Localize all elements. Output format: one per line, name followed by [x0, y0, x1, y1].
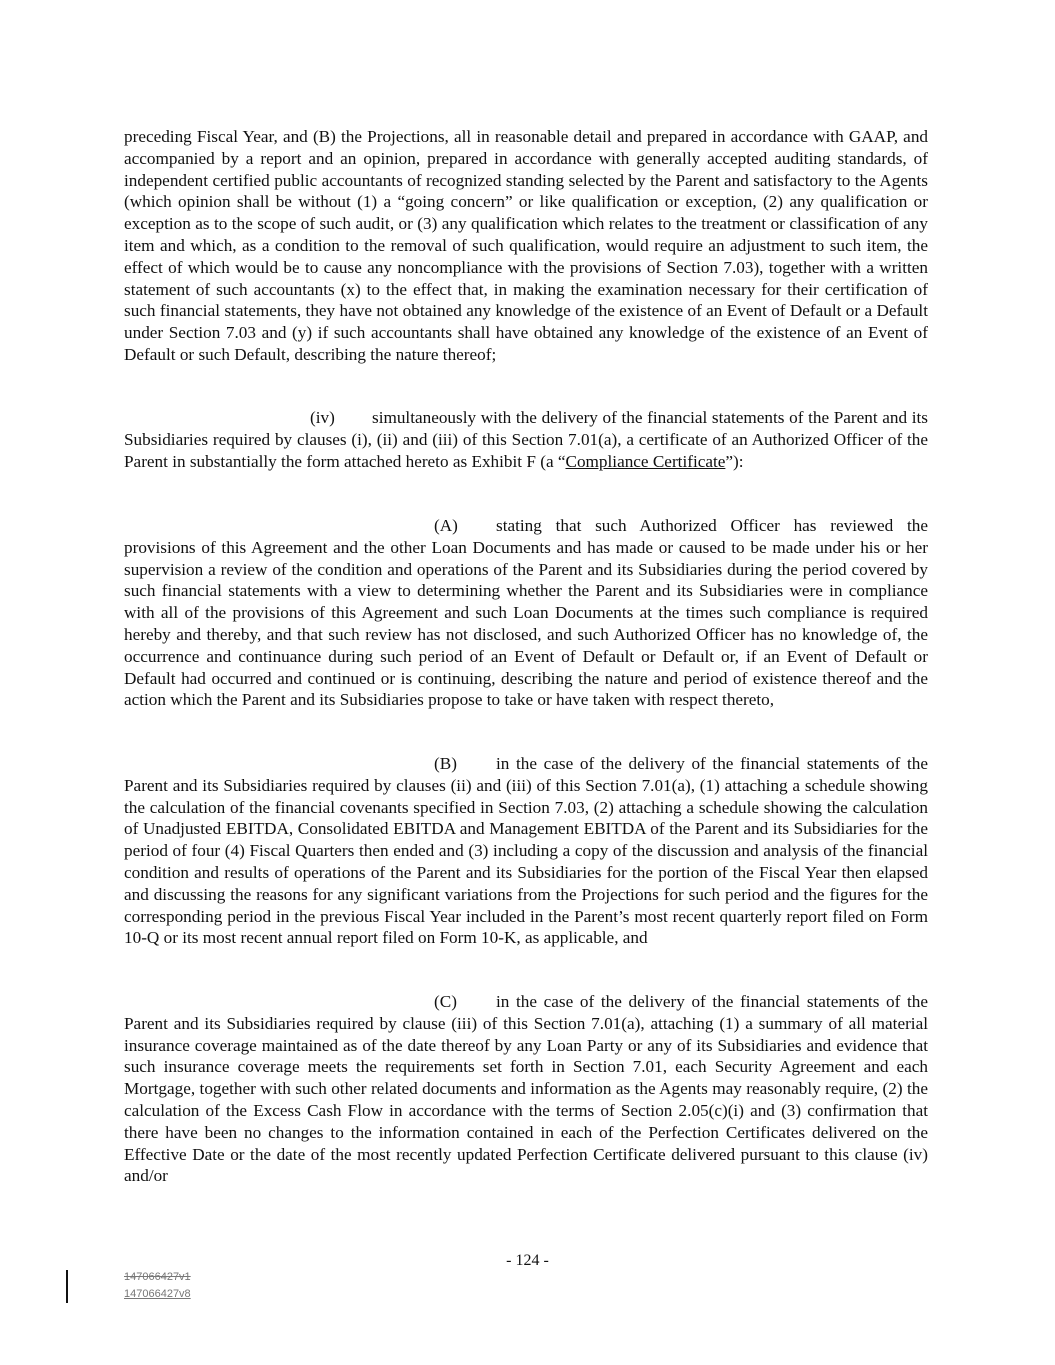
subclause-a-text: stating that such Authorized Officer has reviewed the provisions of this Agreement and the other Loan Documents and has made or caused to be made under his or her supervision a review of the condition and operations of the Parent and its Subsidiaries during the period covered by such financial statements with a view to determining whether the Parent and its Subsidiaries were in compliance with all of the provisions of this Agreement and such Loan Documents at the times such compliance is required hereby and thereby, and that such review has not disclosed, and such Authorized Officer has no knowledge of, the occurrence and continuance during such period of an Event of Default or Default or, if an Event of Default or Default had occurred and continued or is continuing, describing the nature and period of existence thereof and the action which the Parent and its Subsidiaries propose to take or have taken with respect thereto, [124, 516, 928, 710]
clause-iv-end: ”): [725, 451, 744, 471]
doc-id-old: 147066427v1 [124, 1271, 191, 1283]
subclause-b-text: in the case of the delivery of the financial statements of the Parent and its Subsidiaries required by clauses (ii) and (iii) of this Section 7.01(a), (1) attaching a schedule showing the calculation of the financial covenants specified in Section 7.03, (2) attaching a schedule showing the calculation of Unadjusted EBITDA, Consolidated EBITDA and Management EBITDA of the Parent and its Subsidiaries for the period of four (4) Fiscal Quarters then ended and (3) including a copy of the discussion and analysis of the financial condition and results of operations of the Parent and its Subsidiaries for the portion of the Fiscal Year then elapsed and discussing the reasons for any significant variations from the Projections for such period and the figures for the corresponding period in the previous Fiscal Year included in the Parent’s most recent quarterly report filed on Form 10-Q or its most recent annual report filed on Form 10-K, as applicable, and [124, 754, 928, 948]
doc-id-new: 147066427v8 [124, 1288, 191, 1300]
subclause-c-text: in the case of the delivery of the financial statements of the Parent and its Subsidiaries required by clause (iii) of this Section 7.01(a), attaching (1) a summary of all material insurance coverage maintained as of the date thereof by any Loan Party or any of its Subsidiaries and evidence that such insurance coverage meets the requirements set forth in Section 7.01, each Security Agreement and each Mortgage, together with such other related documents and information as the Agents may reasonably require, (2) the calculation of the Excess Cash Flow in accordance with the terms of Section 2.05(c)(i) and (3) confirmation that there have been no changes to the information contained in each of the Perfection Certificates delivered on the Effective Date or the date of the most recently updated Perfection Certificate delivered pursuant to this clause (iv) and/or [124, 992, 928, 1186]
paragraph-subclause-b [124, 753, 928, 949]
paragraph-subclause-a [124, 515, 928, 711]
paragraph-audit-opinion: preceding Fiscal Year, and (B) the Projections, all in reasonable detail and prepared in accordance with GAAP, and accompanied by a report and an opinion, prepared in accordance with generally accepted auditing standards, of independent certified public accountants of recognized standing selected by the Parent and satisfactory to the Agents (which opinion shall be without (1) a “going concern” or like qualification or exception, (2) any qualification or exception as to the scope of such audit, or (3) any qualification which relates to the treatment or classification of any item and which, as a condition to the removal of such qualification, would require an adjustment to such item, the effect of which would be to cause any noncompliance with the provisions of Section 7.03), together with a written statement of such accountants (x) to the effect that, in making the examination necessary for their certification of such financial statements, they have not obtained any knowledge of the existence of an Event of Default or a Default under Section 7.03 and (y) if such accountants shall have obtained any knowledge of the existence of an Event of Default or such Default, describing the nature thereof; [124, 127, 928, 364]
clause-marker-c: (C) [434, 992, 457, 1011]
clause-marker-b: (B) [434, 754, 457, 773]
clause-marker-iv: (iv) [310, 408, 335, 427]
page-number: - 124 - [506, 1252, 549, 1269]
revision-bar [66, 1270, 68, 1303]
clause-iv-text: simultaneously with the delivery of the financial statements of the Parent and its Subsidiaries required by clauses (i), (ii) and (iii) of this Section 7.01(a), a certificate of an Authorized Officer of the Parent in substantially the form attached hereto as Exhibit F (a “ [124, 408, 928, 471]
paragraph-clause-iv [124, 407, 928, 472]
paragraph-subclause-c [124, 991, 928, 1187]
defined-term-compliance-certificate: Compliance Certificate [565, 451, 726, 471]
clause-marker-a: (A) [434, 516, 458, 535]
